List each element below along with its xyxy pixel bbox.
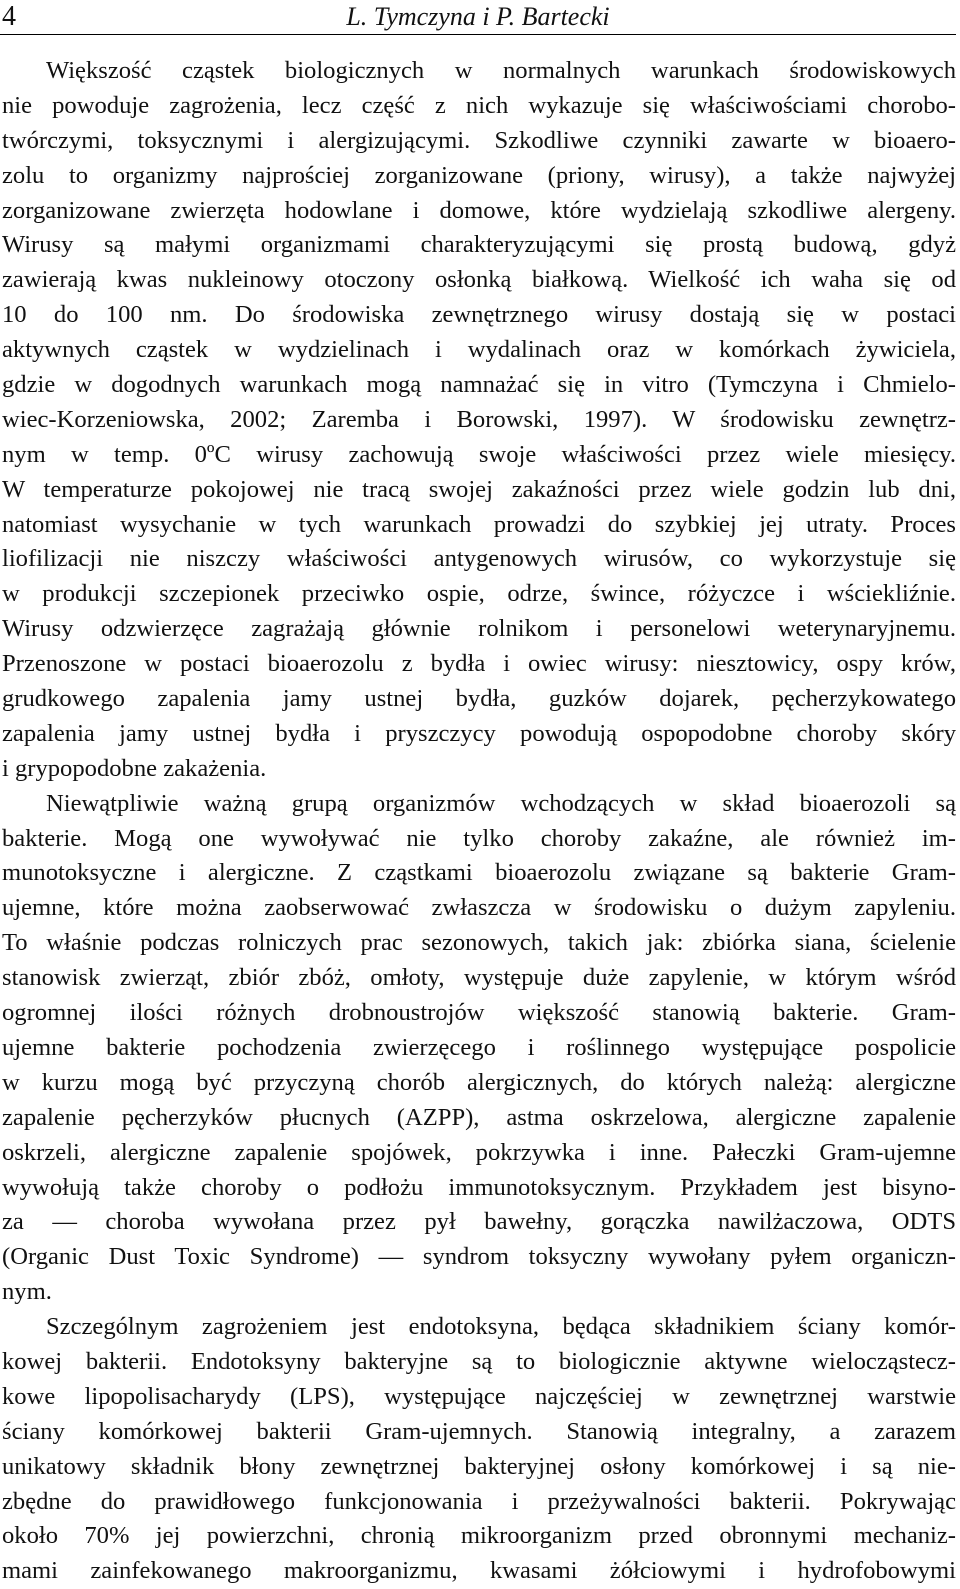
text-line: około 70% jej powierzchni, chronią mikroorganizm przed obronnymi mechaniz- (2, 1522, 956, 1550)
text-line: zapalenie pęcherzyków płucnych (AZPP), astma oskrzelowa, alergiczne zapalenie (2, 1103, 956, 1131)
paragraph-viruses (2, 54, 956, 787)
text-line: bakterie. Mogą one wywoływać nie tylko choroby zakaźne, ale również im- (2, 824, 956, 852)
text-line: Wirusy odzwierzęce zagrażają głównie rolnikom i personelowi weterynaryjnemu. (2, 615, 956, 643)
running-header (0, 0, 956, 35)
text-line: unikatowy składnik błony zewnętrznej bakteryjnej osłony komórkowej i są nie- (2, 1452, 956, 1480)
text-line: Przenoszone w postaci bioaerozolu z bydła i owiec wirusy: niesztowicy, ospy krów, (2, 650, 956, 678)
text-line: zawierają kwas nukleinowy otoczony osłonką białkową. Wielkość ich waha się od (2, 266, 956, 294)
text-line: w kurzu mogą być przyczyną chorób alergicznych, do których należą: alergiczne (2, 1068, 956, 1096)
text-line: wywołują także choroby o podłożu immunotoksycznym. Przykładem jest bisyno- (2, 1173, 956, 1201)
text-line: kowej bakterii. Endotoksyny bakteryjne są to biologicznie aktywne wielocząstecz- (2, 1347, 956, 1375)
text-line: Większość cząstek biologicznych w normalnych warunkach środowiskowych (46, 57, 956, 84)
running-title: L. Tymczyna i P. Bartecki (346, 2, 610, 31)
text-line: zorganizowane zwierzęta hodowlane i domowe, które wydzielają szkodliwe alergeny. (2, 196, 956, 224)
text-line: zbędne do prawidłowego funkcjonowania i przeżywalności bakterii. Pokrywając (2, 1487, 956, 1515)
page-number: 4 (2, 1, 16, 32)
text-line: ujemne bakterie pochodzenia zwierzęcego i roślinnego występujące pospolicie (2, 1033, 956, 1061)
text-line: mami zainfekowanego makroorganizmu, kwasami żółciowymi i hydrofobowymi (2, 1557, 956, 1585)
text-line: w produkcji szczepionek przeciwko ospie, odrze, śwince, różyczce i wściekliźnie. (2, 580, 956, 608)
text-line: ogromnej ilości różnych drobnoustrojów większość stanowią bakterie. Gram- (2, 999, 956, 1027)
text-line: 10 do 100 nm. Do środowiska zewnętrznego wirusy dostają się w postaci (2, 301, 956, 329)
text-line: nie powoduje zagrożenia, lecz część z nich wykazuje się właściwościami chorobo- (2, 91, 956, 119)
text-line: ujemne, które można zaobserwować zwłaszcza w środowisku o dużym zapyleniu. (2, 894, 956, 922)
text-line: i grypopodobne zakażenia. (2, 754, 267, 782)
text-line: ściany komórkowej bakterii Gram-ujemnych. Stanowią integralny, a zarazem (2, 1417, 956, 1445)
text-line: zapalenia jamy ustnej bydła i pryszczycy powodują ospopodobne choroby skóry (2, 719, 956, 747)
text-line: twórczymi, toksycznymi i alergizującymi. Szkodliwe czynniki zawarte w bioaero- (2, 126, 956, 154)
text-line: wiec-Korzeniowska, 2002; Zaremba i Borowski, 1997). W środowisku zewnętrz- (2, 405, 956, 433)
article-body (2, 54, 956, 1589)
text-line: stanowisk zwierząt, zbiór zbóż, omłoty, występuje duże zapylenie, w którym wśród (2, 964, 956, 992)
text-line: zolu to organizmy najprościej zorganizowane (priony, wirusy), a także najwyżej (2, 161, 956, 189)
text-line: (Organic Dust Toxic Syndrome) — syndrom toksyczny wywołany pyłem organiczn- (2, 1243, 956, 1271)
text-line: za — choroba wywołana przez pył bawełny, gorączka nawilżaczowa, ODTS (2, 1208, 956, 1236)
text-line: W temperaturze pokojowej nie tracą swojej zakaźności przez wiele godzin lub dni, (2, 475, 956, 503)
text-line: aktywnych cząstek w wydzielinach i wydalinach oraz w komórkach żywiciela, (2, 336, 956, 364)
text-line: oskrzeli, alergiczne zapalenie spojówek, pokrzywka i inne. Pałeczki Gram-ujemne (2, 1138, 956, 1166)
text-line: natomiast wysychanie w tych warunkach prowadzi do szybkiej jej utraty. Proces (2, 510, 956, 538)
text-line: liofilizacji nie niszczy właściwości antygenowych wirusów, co wykorzystuje się (2, 545, 956, 573)
text-line: grudkowego zapalenia jamy ustnej bydła, guzków dojarek, pęcherzykowatego (2, 685, 956, 713)
text-line: munotoksyczne i alergiczne. Z cząstkami bioaerozolu związane są bakterie Gram- (2, 859, 956, 887)
text-line: Szczególnym zagrożeniem jest endotoksyna, będąca składnikiem ściany komór- (46, 1313, 956, 1341)
paragraph-endotoxin (2, 1310, 956, 1589)
text-line: kowe lipopolisacharydy (LPS), występujące najczęściej w zewnętrznej warstwie (2, 1382, 956, 1410)
text-line: nym w temp. 0ºC wirusy zachowują swoje właściwości przez wiele miesięcy. (2, 440, 956, 468)
text-line: nym. (2, 1278, 52, 1306)
text-line: gdzie w dogodnych warunkach mogą namnażać się in vitro (Tymczyna i Chmielo- (2, 371, 956, 399)
text-line: Wirusy są małymi organizmami charakteryzującymi się prostą budową, gdyż (2, 231, 956, 259)
text-line: To właśnie podczas rolniczych prac sezonowych, takich jak: zbiórka siana, ścielenie (2, 929, 956, 957)
paragraph-bacteria (2, 787, 956, 1310)
text-line: Niewątpliwie ważną grupą organizmów wchodzących w skład bioaerozoli są (46, 789, 956, 817)
